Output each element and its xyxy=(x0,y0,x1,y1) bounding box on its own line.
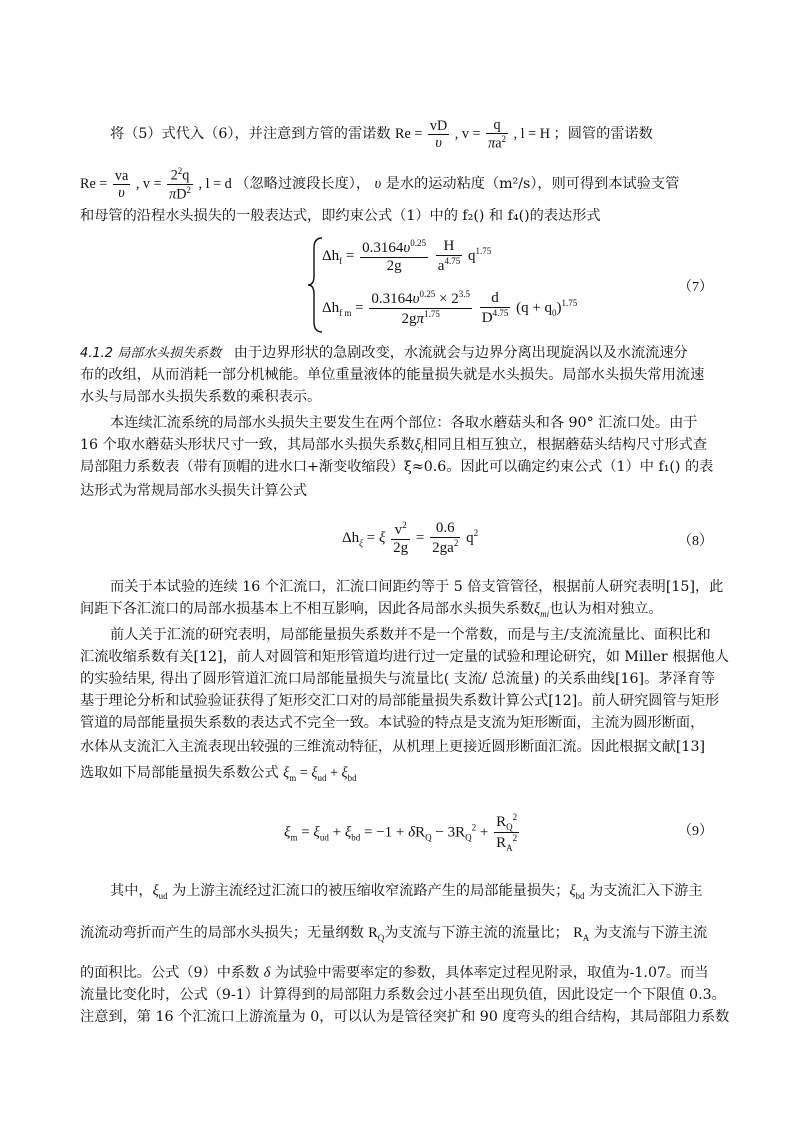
paragraph-7-line-3: 注意到，第 16 个汇流口上游流量为 0，可以认为是管径突扩和 90 度弯头的组合结构，其局部阻力系数 xyxy=(80,1009,730,1025)
paragraph-5-line-5: 管道的局部能量损失系数的表达式不完全一致。本试验的特点是支流为矩形断面，主流为圆形断面， xyxy=(80,715,705,731)
paragraph-7-line-2: 流量比变化时，公式（9-1）计算得到的局部阻力系数会过小甚至出现负值，因此设定一个下限值 0.3。 xyxy=(80,987,726,1003)
paragraph-5-line-6: 水体从支流汇入主流表现出较强的三维流动特征，从机理上更接近圆形断面汇流。因此根据文献[13] xyxy=(80,739,706,755)
paragraph-6-line-1: 其中，$\xi_{ud}$ 为上游主流经过汇流口的被压缩收窄流路产生的局部能量损失；$\xi_{bd}$ 为支流汇入下游主 xyxy=(110,883,703,901)
section-4-1-2-line-3: 水头与局部水头损失系数的乘积表示。 xyxy=(80,389,322,405)
paragraph-3-line-4: 达形式为常规局部水头损失计算公式 xyxy=(80,483,308,499)
paragraph-3-line-2: 16 个取水蘑菇头形状尺寸一致，其局部水头损失系数$\xi_i$相同且相互独立，根据蘑菇头结构尺寸形式查 xyxy=(80,437,708,455)
reynolds-square-formula: Re = $\frac{vD}{\upsilon}$ , v = $\frac{q}{\pi a^2}$ , l = H xyxy=(395,117,554,153)
paragraph-1-line-3: 和母管的沿程水头损失的一般表达式，即约束公式（1）中的 f₂() 和 f₄()的表达形式 xyxy=(80,208,601,224)
paragraph-5-line-1: 前人关于汇流的研究表明，局部能量损失系数并不是一个常数，而是与主/支流流量比、面积比和 xyxy=(110,627,711,643)
equation-8: $\Delta h_\xi = \xi$ $\frac{v^2}{2g}$ = $\frac{0.6}{2ga^2}$ $q^2$ xyxy=(342,520,479,557)
paragraph-4-line-1: 而关于本试验的连续 16 个汇流口，汇流口间距约等于 5 倍支管管径，根据前人研究表明[15]，此 xyxy=(110,579,724,595)
paragraph-1-line-2: Re = $\frac{va}{\upsilon}$ , v = $\frac{2^2q}{\pi D^2}$ , l = d （忽略过渡段长度）， υ 是水的运动粘度（m²/s），则可得到本试验支管 xyxy=(80,166,680,203)
section-4-1-2-line-1: 4.1.2 局部水头损失系数 由于边界形状的急剧改变，水流就会与边界分离出现旋涡以及水流流速分 xyxy=(80,345,688,361)
paragraph-5-line-3: 的实验结果, 得出了圆形管道汇流口局部能量损失与流量比( 支流/ 总流量) 的关系曲线[16]。茅泽育等 xyxy=(80,671,716,687)
paragraph-5-line-7: 选取如下局部能量损失系数公式 $\xi_m = \xi_{ud} + \xi_{bd}$ xyxy=(80,765,357,783)
paragraph-7-line-1: 的面积比。公式（9）中系数 δ 为试验中需要率定的参数，具体率定过程见附录，取值为-1.07。而当 xyxy=(80,965,709,981)
paragraph-6-line-2: 流流动弯折而产生的局部水头损失；无量纲数 $R_Q$为支流与下游主流的流量比； $R_A$ 为支流与下游主流 xyxy=(80,925,708,943)
paragraph-3-line-3: 局部阻力系数表（带有顶帽的进水口+渐变收缩段）ξ≈0.6。因此可以确定约束公式（1）中 f₁() 的表 xyxy=(80,459,714,475)
equation-8-number: （8） xyxy=(678,534,713,549)
inline-xi-formula: $\xi_m = \xi_{ud} + \xi_{bd}$ xyxy=(283,765,357,783)
equation-7-line-1: $\Delta h_f$ = $\frac{0.3164\upsilon^{0.25}}{2g}$ $\frac{H}{a^{4.75}}$ $q^{1.75}$ xyxy=(322,238,492,275)
equation-7-number: （7） xyxy=(678,280,713,295)
section-title: 4.1.2 局部水头损失系数 xyxy=(80,346,222,361)
reynolds-round-formula: Re = $\frac{va}{\upsilon}$ , v = $\frac{2^2q}{\pi D^2}$ , l = d xyxy=(80,166,236,203)
paragraph-5-line-4: 基于理论分析和试验验证获得了矩形交汇口对的局部能量损失系数计算公式[12]。前人研究圆管与矩形 xyxy=(80,693,720,709)
equation-9: $\xi_m = \xi_{ud} + \xi_{bd} = -1 + \delta R_Q - 3R_Q^2$ + $\frac{R_Q^2}{R_A^2}$ xyxy=(284,812,518,854)
equation-9-number: （9） xyxy=(678,824,713,839)
paragraph-5-line-2: 汇流收缩系数有关[12]，前人对圆管和矩形管道均进行过一定量的试验和理论研究，如 Miller 根据他人 xyxy=(80,649,729,665)
paragraph-4-line-2: 间距下各汇流口的局部水损基本上不相互影响，因此各局部水头损失系数$\xi_{mi}$也认为相对独立。 xyxy=(80,601,663,619)
paragraph-3-line-1: 本连续汇流系统的局部水头损失主要发生在两个部位：各取水蘑菇头和各 90° 汇流口处。由于 xyxy=(110,415,698,431)
equation-7-line-2: $\Delta h_{f m}$ = $\frac{0.3164\upsilon^{0.25} \times 2^{3.5}}{2g\pi^{1.75}}$ $\frac{d}{D^{4.75}}$ $(q + q_0)^{1.75}$ xyxy=(322,289,578,328)
paragraph-1-line-1: 将（5）式代入（6），并注意到方管的雷诺数 Re = $\frac{vD}{\upsilon}$ , v = $\frac{q}{\pi a^2}$ , l = H ；圆管的雷诺数 xyxy=(110,117,653,153)
section-4-1-2-line-2: 布的改组，从而消耗一部分机械能。单位重量液体的能量损失就是水头损失。局部水头损失常用流速 xyxy=(80,367,705,383)
